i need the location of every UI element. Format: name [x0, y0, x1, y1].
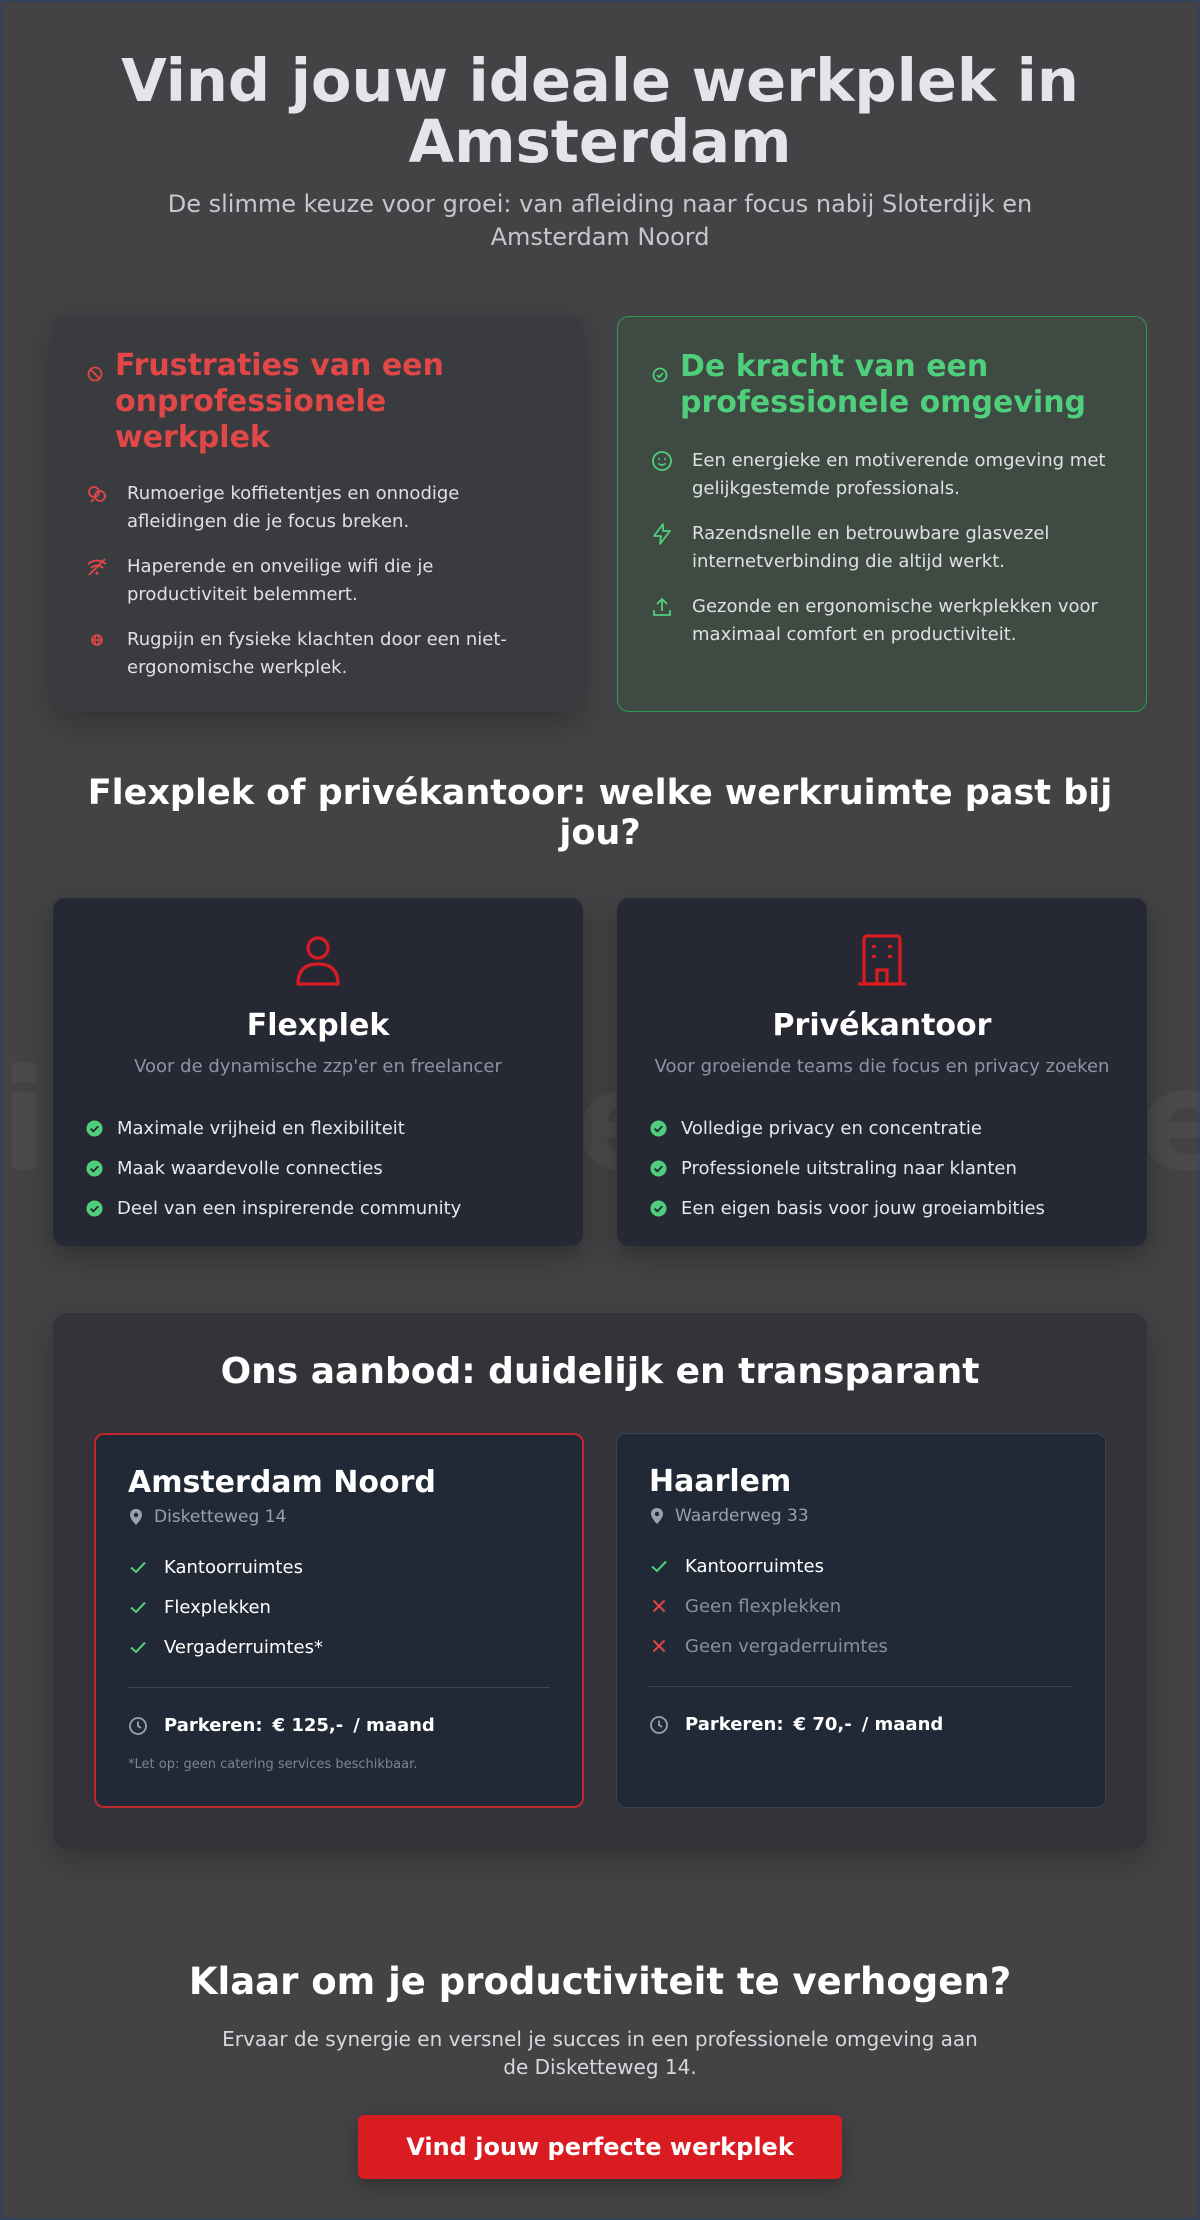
hero-subtitle: De slimme keuze voor groei: van afleiding naar focus nabij Sloterdijk en Amsterdam Noord [167, 190, 1033, 251]
strengths-header [650, 349, 1120, 421]
check-icon [128, 1597, 148, 1617]
cta-title: Klaar om je productiviteit te verhogen? [188, 1960, 1012, 2003]
offer-title: Ons aanbod: duidelijk en transparant [220, 1351, 980, 1392]
list-item: Rugpijn en fysieke klachten door een niet-ergonomische werkplek. [85, 626, 545, 682]
list-item: Rumoerige koffietentjes en onnodige afleidingen die je focus breken. [85, 480, 545, 536]
divider [649, 1686, 1073, 1687]
strengths-list [650, 447, 1110, 666]
list-item: Kantoorruimtes [649, 1546, 888, 1586]
building-icon [854, 932, 910, 988]
frustrations-header [85, 348, 545, 456]
frustrations-list [85, 480, 545, 699]
lightning-icon [650, 522, 674, 546]
cross-icon [649, 1636, 669, 1656]
prohibited-icon [85, 364, 105, 384]
cta-button[interactable]: Vind jouw perfecte werkplek [358, 2115, 842, 2179]
cta-text: Ervaar de synergie en versnel je succes in een professionele omgeving aan de Disketteweg 14. [222, 2027, 978, 2079]
privekantoor-card[interactable] [617, 898, 1147, 1246]
list-item: Haperende en onveilige wifi die je productiviteit belemmert. [85, 553, 545, 609]
location-address: Waarderweg 33 [649, 1506, 809, 1526]
location-features [649, 1546, 888, 1666]
frustrations-card [53, 316, 583, 712]
check-icon [128, 1557, 148, 1577]
frustrations-title: Frustraties van een onprofessionele werkplek [115, 348, 444, 455]
list-item: Een eigen basis voor jouw groeiambities [650, 1188, 1045, 1228]
check-icon [649, 1556, 669, 1576]
parking-info: Parkeren: € 70,- / maand [649, 1714, 943, 1735]
footnote: *Let op: geen catering services beschikbaar. [128, 1757, 418, 1772]
privekantoor-subtitle: Voor groeiende teams die focus en privacy zoeken [654, 1056, 1110, 1077]
location-name: Haarlem [649, 1464, 792, 1499]
location-features [128, 1547, 323, 1667]
list-item: Razendsnelle en betrouwbare glasvezel internetverbinding die altijd werkt. [650, 520, 1110, 576]
list-item: Kantoorruimtes [128, 1547, 323, 1587]
list-item: Een energieke en motiverende omgeving met gelijkgestemde professionals. [650, 447, 1110, 503]
privekantoor-title: Privékantoor [772, 1008, 992, 1043]
user-icon [290, 932, 346, 988]
list-item: Vergaderruimtes* [128, 1627, 323, 1667]
list-item: Flexplekken [128, 1587, 323, 1627]
coffee-chat-icon [85, 482, 109, 506]
list-item: Geen flexplekken [649, 1586, 888, 1626]
flexplek-title: Flexplek [246, 1008, 390, 1043]
cta-section [0, 1960, 1200, 2179]
list-item: Volledige privacy en concentratie [650, 1108, 1045, 1148]
list-item: Professionele uitstraling naar klanten [650, 1148, 1045, 1188]
divider [128, 1687, 550, 1688]
check-badge-icon [650, 1160, 667, 1177]
list-item: Geen vergaderruimtes [649, 1626, 888, 1666]
page-title: Vind jouw ideale werkplek in Amsterdam [121, 46, 1079, 176]
hero-section [0, 46, 1200, 254]
check-icon [128, 1637, 148, 1657]
list-item: Maak waardevolle connecties [86, 1148, 461, 1188]
location-card-amsterdam-noord[interactable] [94, 1433, 584, 1808]
map-pin-icon [649, 1507, 665, 1525]
cross-icon [649, 1596, 669, 1616]
back-pain-icon [85, 628, 109, 652]
strengths-title: De kracht van een professionele omgeving [680, 349, 1087, 420]
parking-info: Parkeren: € 125,- / maand [128, 1715, 435, 1736]
privekantoor-features [650, 1108, 1045, 1228]
location-card-haarlem[interactable] [616, 1433, 1106, 1808]
location-name: Amsterdam Noord [128, 1465, 436, 1500]
check-badge-icon [86, 1200, 103, 1217]
flexplek-subtitle: Voor de dynamische zzp'er en freelancer [134, 1056, 502, 1077]
check-badge-icon [86, 1120, 103, 1137]
list-item: Deel van een inspirerende community [86, 1188, 461, 1228]
workspace-section-title: Flexplek of privékantoor: welke werkruimte past bij jou? [87, 773, 1113, 853]
check-circle-icon [650, 365, 670, 385]
list-item: Maximale vrijheid en flexibiliteit [86, 1108, 461, 1148]
location-address: Disketteweg 14 [128, 1507, 286, 1527]
check-badge-icon [650, 1200, 667, 1217]
check-badge-icon [86, 1160, 103, 1177]
smile-icon [650, 449, 674, 473]
map-pin-icon [128, 1508, 144, 1526]
clock-icon [128, 1716, 148, 1736]
wifi-off-icon [85, 555, 109, 579]
flexplek-features [86, 1108, 461, 1228]
check-badge-icon [650, 1120, 667, 1137]
list-item: Gezonde en ergonomische werkplekken voor maximaal comfort en productiviteit. [650, 593, 1110, 649]
upload-icon [650, 595, 674, 619]
strengths-card [617, 316, 1147, 712]
clock-icon [649, 1715, 669, 1735]
offer-section [53, 1313, 1147, 1849]
flexplek-card[interactable] [53, 898, 583, 1246]
